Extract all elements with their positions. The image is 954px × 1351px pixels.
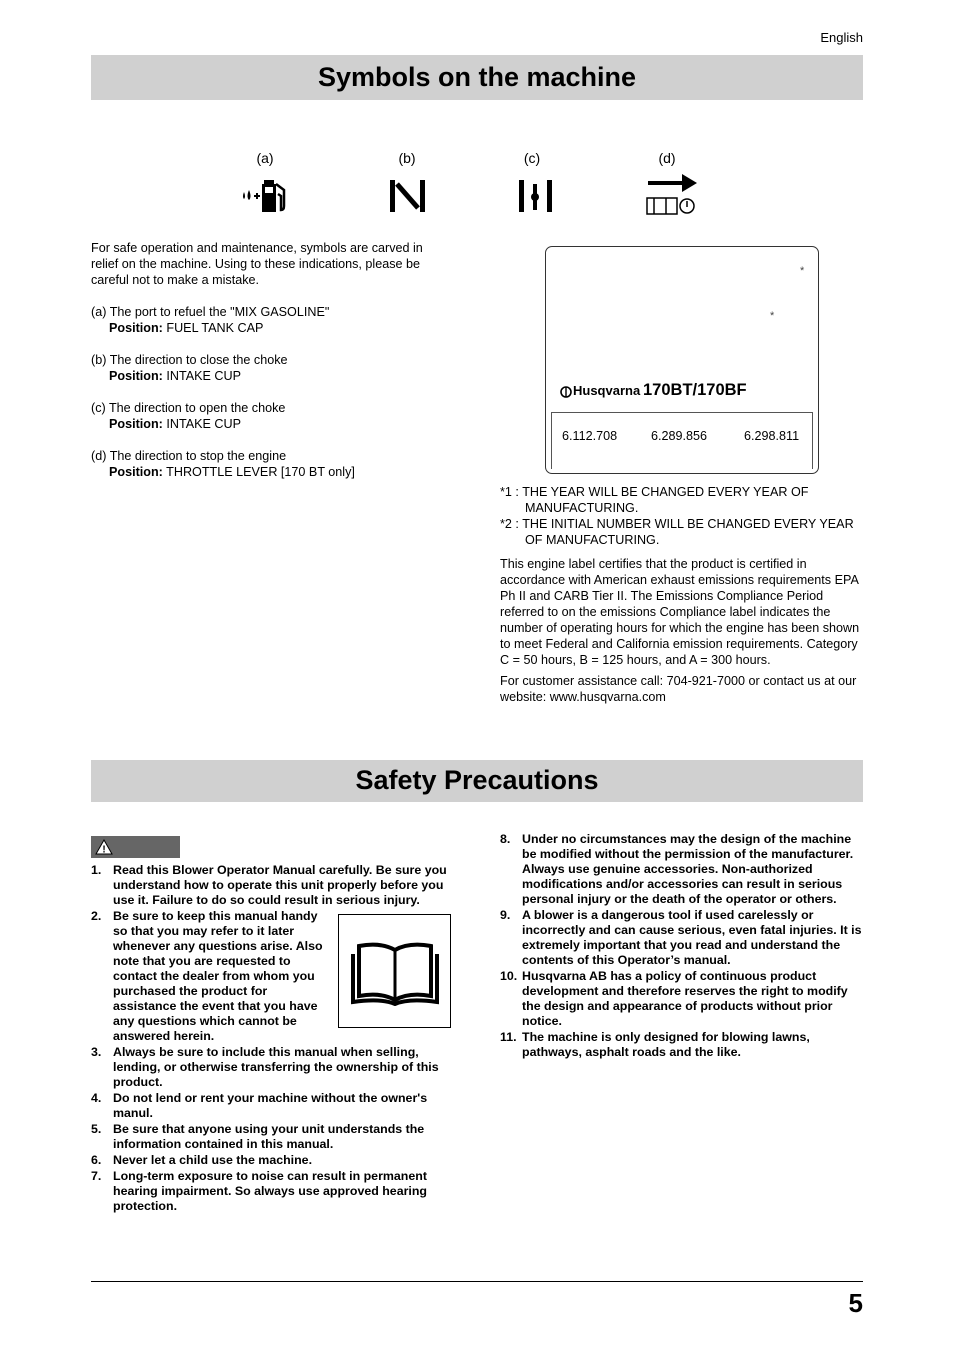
page-number: 5: [848, 1288, 863, 1318]
item-text: Under no circumstances may the design of the machine be modified without the permission of the manufacturer. Always use genuine accessories. Non-authorized modifications and/or accessories can result in serious personal injury or the death of the operator or others.: [522, 832, 854, 906]
section-title-symbols: Symbols on the machine: [91, 55, 863, 100]
intro-text: For safe operation and maintenance, symbols are carved in relief on the machine. Using to these indications, please be careful not to make a mistake.: [91, 241, 423, 287]
item-text: A blower is a dangerous tool if used carelessly or incorrectly and can cause serious, even fatal injuries. It is extremely important that you read and understand the contents of this Operator’s manual.: [522, 908, 862, 967]
safety-item-11: [500, 1030, 863, 1060]
footnote-marker-1: *: [800, 265, 805, 277]
brand-logo: Husqvarna: [573, 383, 641, 398]
safety-list-left: [91, 863, 453, 1215]
safety-item-9: [500, 908, 863, 968]
safety-list-right: [500, 832, 863, 1061]
footnote-text: THE YEAR WILL BE CHANGED EVERY YEAR OF MANUFACTURING.: [522, 485, 809, 515]
position-label: Position:: [109, 465, 163, 479]
item-text: Read this Blower Operator Manual carefully. Be sure you understand how to operate this unit properly before you use it. Failure to do so could result in serious injury.: [113, 863, 447, 907]
choke-open-icon: [505, 172, 565, 222]
item-text: Long-term exposure to noise can result in permanent hearing impairment. So always use approved hearing protection.: [113, 1169, 427, 1213]
item-text: The direction to close the choke: [109, 353, 288, 367]
symbol-label-a: (a): [256, 150, 274, 166]
footnote-mark: *1 :: [500, 485, 519, 499]
item-number: 11.: [500, 1030, 517, 1044]
footnote-mark: *2 :: [500, 517, 519, 531]
safety-item-6: [91, 1153, 453, 1168]
symbol-item-a: [91, 304, 441, 336]
husqvarna-crown-icon: [560, 386, 572, 398]
symbol-label-b: (b): [398, 150, 416, 166]
footnote-marker-2: *: [770, 310, 775, 322]
safety-item-1: [91, 863, 453, 908]
warning-header: [91, 836, 180, 858]
safety-item-5: [91, 1122, 453, 1152]
item-number: 9.: [500, 908, 511, 922]
safety-item-4: [91, 1091, 453, 1121]
model-name: 170BT/170BF: [643, 381, 747, 399]
item-position: THROTTLE LEVER [170 BT only]: [166, 465, 355, 479]
item-number: 5.: [91, 1122, 102, 1136]
item-number: 6.: [91, 1153, 102, 1167]
symbols-description: [91, 240, 441, 480]
position-label: Position:: [109, 417, 163, 431]
item-text: Always be sure to include this manual when selling, lending, or otherwise transferring the ownership of this product.: [113, 1045, 439, 1089]
item-number: 10.: [500, 969, 518, 983]
safety-item-2: [91, 909, 333, 1044]
position-label: Position:: [109, 369, 163, 383]
choke-close-icon: [378, 172, 438, 222]
warning-symbol: !: [102, 844, 106, 855]
symbol-label-c: (c): [523, 150, 541, 166]
item-position: FUEL TANK CAP: [166, 321, 264, 335]
item-text: Never let a child use the machine.: [113, 1153, 313, 1167]
item-number: 2.: [91, 909, 102, 923]
item-number: 1.: [91, 863, 102, 877]
symbol-label-d: (d): [658, 150, 676, 166]
item-text: Husqvarna AB has a policy of continuous product development and therefore reserves the right to modify the design and appearance of products without prior notice.: [522, 969, 848, 1028]
item-key: (c): [91, 401, 106, 415]
item-position: INTAKE CUP: [166, 417, 242, 431]
safety-item-3: [91, 1045, 453, 1090]
warning-triangle-icon: [95, 839, 113, 855]
position-label: Position:: [109, 321, 163, 335]
item-position: INTAKE CUP: [166, 369, 242, 383]
symbol-item-b: [91, 352, 441, 384]
patent-number: 6.289.856: [651, 429, 708, 443]
item-text: The direction to open the choke: [108, 401, 286, 415]
item-key: (b): [91, 353, 107, 367]
item-number: 4.: [91, 1091, 102, 1105]
patent-number: 6.298.811: [744, 429, 800, 443]
safety-item-10: [500, 969, 863, 1029]
item-text: The direction to stop the engine: [109, 449, 287, 463]
item-text: Do not lend or rent your machine without the owner's manul.: [113, 1091, 428, 1120]
item-text: Be sure to keep this manual handy so that you may refer to it later whenever any questions arise. Also note that you are requested to contact the dealer from whom you purchased the product for assistance the event that you have any questions which cannot be answered herein.: [113, 909, 323, 1043]
item-key: (a): [91, 305, 107, 319]
item-text: Be sure that anyone using your unit understands the information contained in this manual.: [113, 1122, 425, 1151]
item-key: (d): [91, 449, 107, 463]
safety-item-8: [500, 832, 863, 907]
stop-engine-icon: [642, 172, 702, 218]
item-number: 8.: [500, 832, 511, 846]
footnote-2: [500, 516, 865, 548]
item-text: The port to refuel the "MIX GASOLINE": [109, 305, 330, 319]
footer-divider: [91, 1281, 863, 1282]
footnote-text: THE INITIAL NUMBER WILL BE CHANGED EVERY YEAR OF MANUFACTURING.: [522, 517, 854, 547]
safety-item-7: [91, 1169, 453, 1214]
symbol-item-d: [91, 448, 441, 480]
footnote-1: [500, 484, 865, 516]
language-label: English: [820, 30, 863, 45]
item-number: 3.: [91, 1045, 102, 1059]
symbol-item-c: [91, 400, 441, 432]
label-notes: [500, 484, 865, 705]
fuel-mix-icon: [238, 172, 298, 222]
certification-text: This engine label certifies that the product is certified in accordance with American exhaust emissions requirements EPA Ph II and CARB Tier II. The Emissions Compliance Period referred to on the emissions Compliance label indicates the number of operating hours for which the engine has been shown to meet Federal and California emission requirements. Category C = 50 hours, B = 125 hours, and A = 300 hours.: [500, 557, 860, 667]
item-number: 7.: [91, 1169, 102, 1183]
assistance-text: For customer assistance call: 704-921-7000 or contact us at our website: www.husqvarna.com: [500, 674, 857, 704]
section-title-safety: Safety Precautions: [91, 760, 863, 802]
patent-number: 6.112.708: [562, 429, 618, 443]
item-text: The machine is only designed for blowing lawns, pathways, asphalt roads and the like.: [522, 1030, 810, 1059]
